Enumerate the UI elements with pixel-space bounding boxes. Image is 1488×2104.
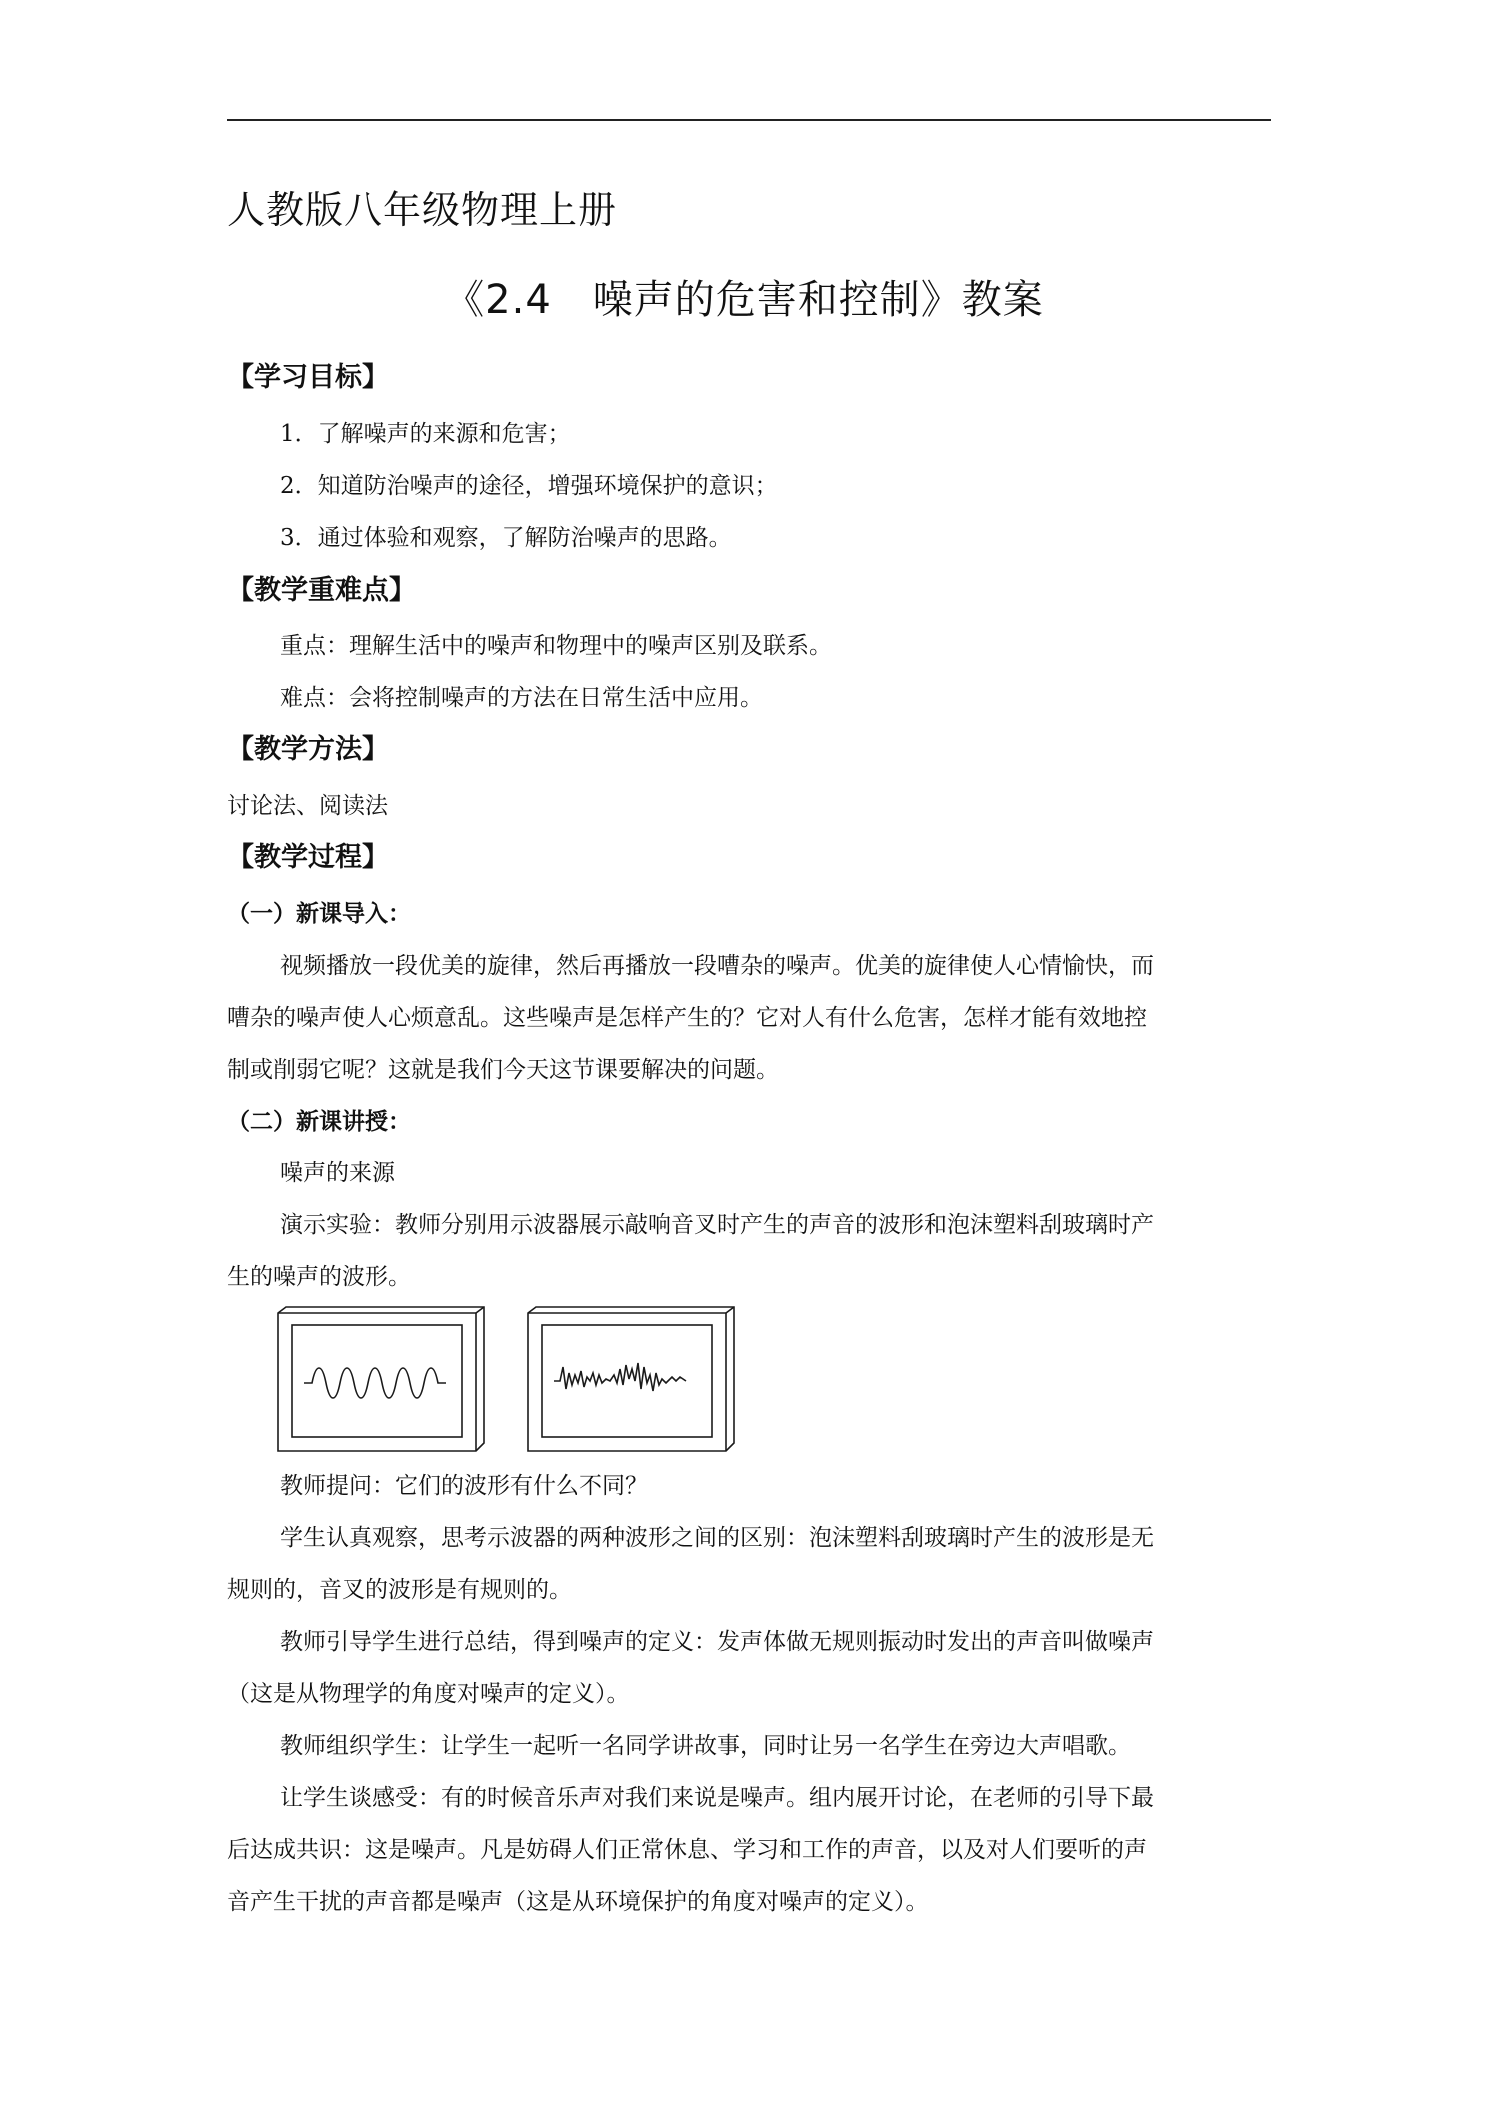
new-lesson-heading: （二）新课讲授： — [227, 1109, 411, 1135]
observe-line: 学生认真观察，思考示波器的两种波形之间的区别：泡沫塑料刮玻璃时产生的波形是无 — [280, 1525, 1154, 1551]
summary-line: （这是从物理学的角度对噪声的定义）。 — [227, 1681, 630, 1707]
intro-line: 制或削弱它呢？这就是我们今天这节课要解决的问题。 — [227, 1057, 779, 1083]
objective-item: 3．通过体验和观察，了解防治噪声的思路。 — [280, 525, 732, 551]
document-title: 人教版八年级物理上册 — [227, 188, 618, 232]
summary-line: 教师引导学生进行总结，得到噪声的定义：发声体做无规则振动时发出的声音叫做噪声 — [280, 1629, 1154, 1655]
intro-line: 视频播放一段优美的旋律，然后再播放一段嘈杂的噪声。优美的旋律使人心情愉快，而 — [280, 953, 1154, 979]
key-point-difficulty: 难点：会将控制噪声的方法在日常生活中应用。 — [280, 685, 763, 711]
feel-line: 让学生谈感受：有的时候音乐声对我们来说是噪声。组内展开讨论，在老师的引导下最 — [280, 1785, 1154, 1811]
feel-line: 后达成共识：这是噪声。凡是妨碍人们正常休息、学习和工作的声音，以及对人们要听的声 — [227, 1837, 1147, 1863]
oscilloscope-illustration — [276, 1305, 746, 1455]
process-heading: 【教学过程】 — [227, 842, 389, 873]
observe-line: 规则的，音叉的波形是有规则的。 — [227, 1577, 572, 1603]
tuning-fork-oscilloscope — [278, 1307, 484, 1451]
feel-line: 音产生干扰的声音都是噪声（这是从环境保护的角度对噪声的定义）。 — [227, 1889, 929, 1915]
objective-item: 2．知道防治噪声的途径，增强环境保护的意识； — [280, 473, 778, 499]
noise-oscilloscope — [528, 1307, 734, 1451]
header-rule — [227, 119, 1271, 121]
noise-source-title: 噪声的来源 — [280, 1160, 395, 1186]
demo-line: 演示实验：教师分别用示波器展示敲响音叉时产生的声音的波形和泡沫塑料刮玻璃时产 — [280, 1212, 1154, 1238]
key-point-focus: 重点：理解生活中的噪声和物理中的噪声区别及联系。 — [280, 633, 832, 659]
objective-item: 1．了解噪声的来源和危害； — [280, 421, 571, 447]
oscilloscope-figure — [276, 1305, 746, 1455]
document-subtitle: 《2.4 噪声的危害和控制》教案 — [444, 277, 1044, 323]
organize-line: 教师组织学生：让学生一起听一名同学讲故事，同时让另一名学生在旁边大声唱歌。 — [280, 1733, 1131, 1759]
teacher-question: 教师提问：它们的波形有什么不同？ — [280, 1473, 648, 1499]
key-points-heading: 【教学重难点】 — [227, 575, 416, 606]
methods-heading: 【教学方法】 — [227, 734, 389, 765]
methods-text: 讨论法、阅读法 — [227, 793, 388, 819]
intro-heading: （一）新课导入： — [227, 901, 411, 927]
demo-line: 生的噪声的波形。 — [227, 1264, 411, 1290]
intro-line: 嘈杂的噪声使人心烦意乱。这些噪声是怎样产生的？它对人有什么危害，怎样才能有效地控 — [227, 1005, 1147, 1031]
objectives-heading: 【学习目标】 — [227, 362, 389, 393]
